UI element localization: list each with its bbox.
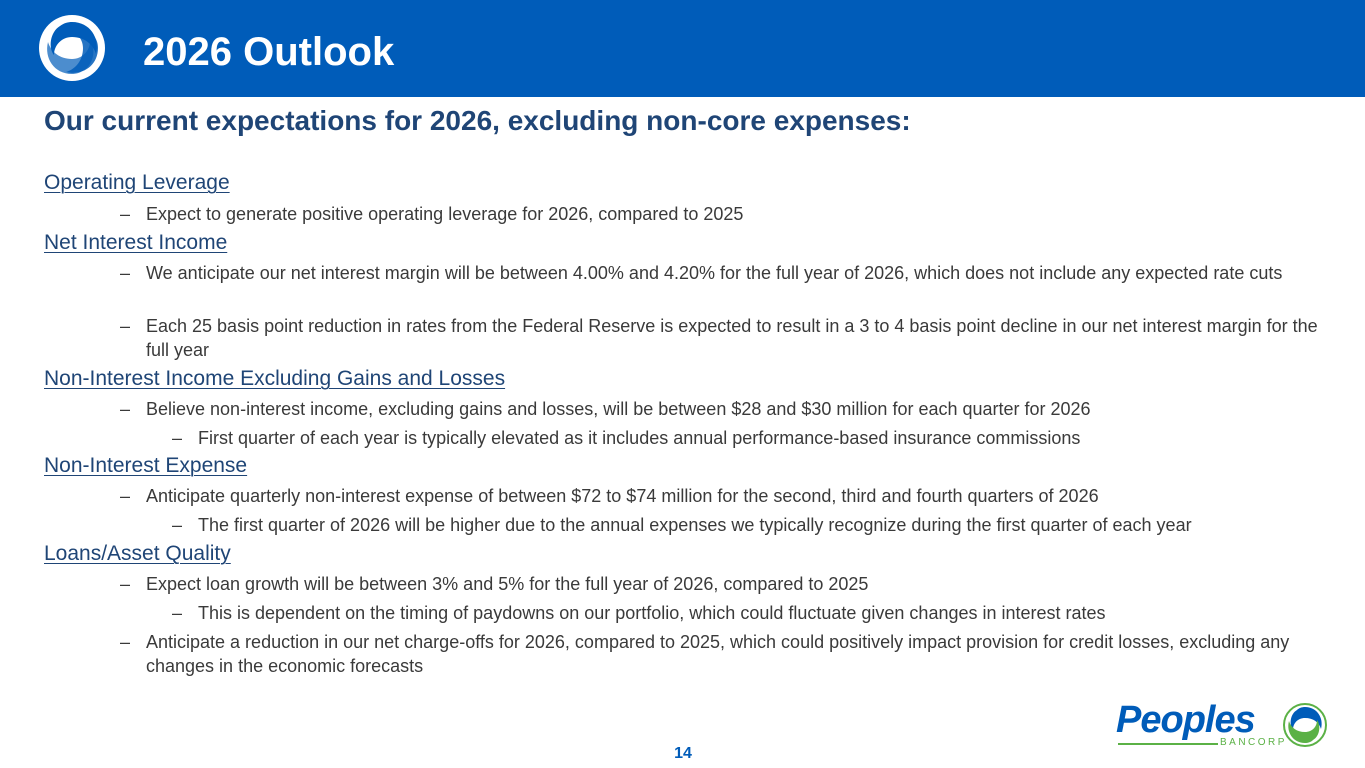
bullet-text: Anticipate quarterly non-interest expense of between $72 to $74 million for the second, third and fourth quarters of 2026 (146, 486, 1099, 506)
bullet-dash: – (120, 263, 131, 283)
page-number: 14 (674, 745, 692, 762)
heading-non-interest-expense[interactable]: Non-Interest Expense (44, 454, 248, 477)
bullet-text: Anticipate a reduction in our net charge-offs for 2026, compared to 2025, which could positively impact provision for credit losses, excluding any changes in the economic forecasts (146, 632, 1290, 676)
bullet-text: First quarter of each year is typically elevated as it includes annual performance-based insurance commissions (198, 428, 1081, 448)
peoples-swirl-logo-icon (38, 14, 106, 82)
bullet-item (120, 202, 1335, 226)
heading-operating-leverage[interactable]: Operating Leverage (44, 171, 230, 194)
bullet-item (120, 261, 1335, 285)
brand-name: Peoples (1116, 699, 1255, 741)
bullet-text: The first quarter of 2026 will be higher due to the annual expenses we typically recognize during the first quarter of each year (198, 515, 1192, 535)
bullet-dash: – (172, 603, 183, 623)
bullet-text: Expect to generate positive operating leverage for 2026, compared to 2025 (146, 204, 744, 224)
bullet-dash: – (120, 399, 131, 419)
brand-logo (1116, 700, 1332, 752)
heading-loans-asset-quality[interactable]: Loans/Asset Quality (44, 542, 231, 565)
bullet-dash: – (120, 486, 131, 506)
bullet-dash: – (120, 204, 131, 224)
bullet-item (120, 397, 1335, 421)
bullet-dash: – (120, 574, 131, 594)
section-intro: Our current expectations for 2026, excluding non-core expenses: (44, 105, 911, 136)
bullet-text: This is dependent on the timing of paydowns on our portfolio, which could fluctuate given changes in interest rates (198, 603, 1106, 623)
bullet-text: Believe non-interest income, excluding gains and losses, will be between $28 and $30 million for each quarter for 2026 (146, 399, 1091, 419)
heading-non-interest-income[interactable]: Non-Interest Income Excluding Gains and Losses (44, 367, 506, 390)
bullet-dash: – (172, 515, 183, 535)
bullet-text: We anticipate our net interest margin will be between 4.00% and 4.20% for the full year of 2026, which does not include any expected rate cuts (146, 263, 1283, 283)
sub-bullet-item (172, 601, 1342, 625)
page-title: 2026 Outlook (143, 30, 395, 74)
bullet-text: Expect loan growth will be between 3% and 5% for the full year of 2026, compared to 2025 (146, 574, 869, 594)
sub-bullet-item (172, 426, 1342, 450)
bullet-dash: – (172, 428, 183, 448)
bullet-item (120, 572, 1335, 596)
bullet-text: Each 25 basis point reduction in rates from the Federal Reserve is expected to result in a 3 to 4 basis point decline in our net interest margin for the full year (146, 316, 1318, 360)
title-bar (0, 0, 1365, 97)
brand-underline (1118, 743, 1218, 745)
bullet-item (120, 630, 1335, 678)
peoples-swirl-mark-icon (1282, 702, 1328, 748)
bullet-dash: – (120, 316, 131, 336)
heading-net-interest-income[interactable]: Net Interest Income (44, 231, 228, 254)
brand-subtitle: BANCORP (1220, 737, 1287, 748)
bullet-dash: – (120, 632, 131, 652)
sub-bullet-item (172, 513, 1342, 537)
bullet-item (120, 314, 1335, 362)
bullet-item (120, 484, 1335, 508)
